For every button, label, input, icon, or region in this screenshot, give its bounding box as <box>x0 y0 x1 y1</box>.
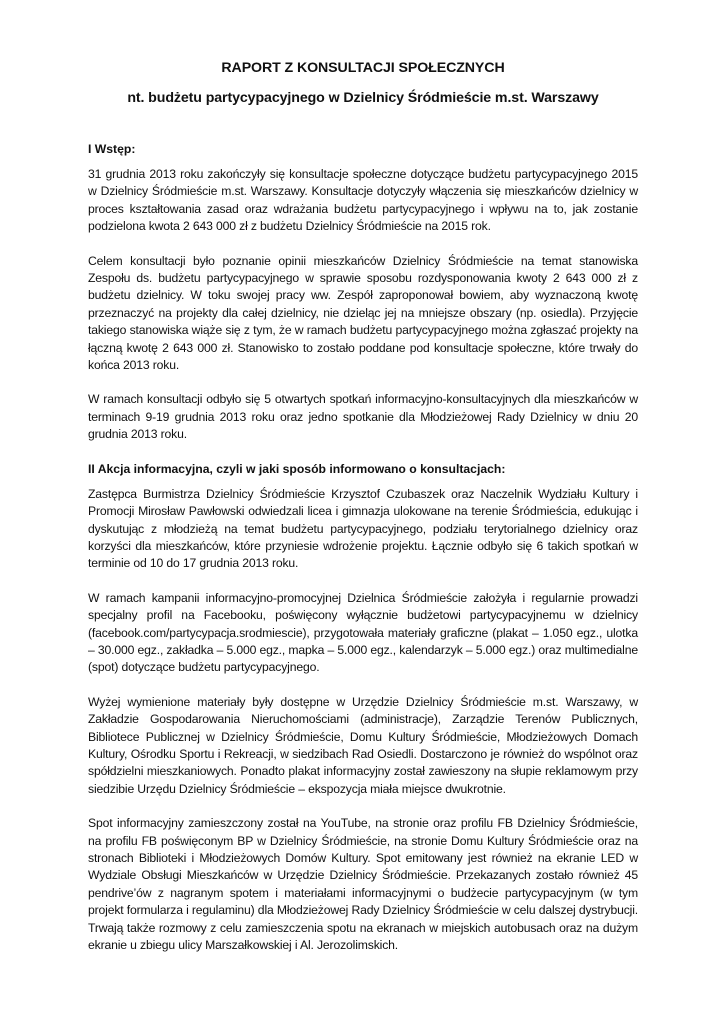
paragraph: W ramach konsultacji odbyło się 5 otwartych spotkań informacyjno-konsultacyjnych dla mieszkańców w terminach 9-19 grudnia 2013 roku oraz jedno spotkanie dla Młodzieżowej Rady Dzielnicy w dniu 20 grudnia 2013 roku. <box>88 392 638 442</box>
paragraph: 31 grudnia 2013 roku zakończyły się konsultacje społeczne dotyczące budżetu partycypacyjnego 2015 w Dzielnicy Śródmieście m.st. Warszawy. Konsultacje dotyczyły włączenia się mieszkańców dzielnicy w proces kształtowania zasad oraz wdrażania budżetu partycypacyjnego i wpływu na to, jak zostanie podzielona kwota 2 643 000 zł z budżetu Dzielnicy Śródmieście na 2015 rok. <box>88 167 638 234</box>
paragraph: Spot informacyjny zamieszczony został na YouTube, na stronie oraz profilu FB Dzielnicy Śródmieście, na profilu FB poświęconym BP w Dzielnicy Śródmieście, na stronie Domu Kultury Śródmieście oraz na stronach Biblioteki i Młodzieżowych Domów Kultury. Spot emitowany jest również na ekranie LED w Wydziale Obsługi Mieszkańców w Urzędzie Dzielnicy Śródmieście. Przekazanych zostało również 45 pendrive’ów z nagranym spotem i materiałami informacyjnymi o budżecie partycypacyjnym (w tym projekt formularza i regulaminu) dla Młodzieżowej Rady Dzielnicy Śródmieście w celu dalszej dystrybucji. Trwają także rozmowy z celu zamieszczenia spotu na ekranach w miejskich autobusach oraz na dużym ekranie u zbiegu ulicy Marszałkowskiej i Al. Jerozolimskich. <box>88 816 638 953</box>
section-heading-intro: I Wstęp: <box>88 142 136 156</box>
paragraph: W ramach kampanii informacyjno-promocyjnej Dzielnica Śródmieście założyła i regularnie prowadzi specjalny profil na Facebooku, poświęcony wyłącznie budżetowi partycypacyjnemu w dzielnicy (facebook.com/partycypacja.srodmiescie), przygotowała materiały graficzne (plakat – 1.050 egz., ulotka – 30.000 egz., zakładka – 5.000 egz., mapka – 5.000 egz., kalendarzyk – 5.000 egz.) oraz multimedialne (spot) dotyczące budżetu partycypacyjnego. <box>88 590 638 675</box>
document-subtitle: nt. budżetu partycypacyjnego w Dzielnicy Śródmieście m.st. Warszawy <box>127 90 599 106</box>
spacer <box>88 108 638 141</box>
paragraph: Wyżej wymienione materiały były dostępne w Urzędzie Dzielnicy Śródmieście m.st. Warszawy, w Zakładzie Gospodarowania Nieruchomościami (administracje), Zarządzie Terenów Publicznych, Bibliotece Publicznej w Dzielnicy Śródmieście, Domu Kultury Śródmieście, Młodzieżowych Domach Kultury, Ośrodku Sportu i Rekreacji, w siedzibach Rad Osiedli. Dostarczono je również do wspólnot oraz spółdzielni mieszkaniowych. Ponadto plakat informacyjny został zawieszony na słupie reklamowym przy siedzibie Urzędu Dzielnicy Śródmieście – ekspozycja miała miejsce dwukrotnie. <box>88 694 638 796</box>
paragraph: Zastępca Burmistrza Dzielnicy Śródmieście Krzysztof Czubaszek oraz Naczelnik Wydziału Kultury i Promocji Mirosław Pawłowski odwiedzali licea i gimnazja ulokowane na terenie Śródmieścia, edukując i dyskutując z młodzieżą na temat budżetu partycypacyjnego, podziału terytorialnego dzielnicy oraz korzyści dla mieszkańców, które przyniesie wdrożenie projektu. Łącznie odbyło się 6 takich spotkań w terminie od 10 do 17 grudnia 2013 roku. <box>88 486 638 571</box>
paragraph: Celem konsultacji było poznanie opinii mieszkańców Dzielnicy Śródmieście na temat stanowiska Zespołu ds. budżetu partycypacyjnego w sprawie sposobu rozdysponowania kwoty 2 643 000 zł z budżetu dzielnicy. W toku swojej pracy ww. Zespół zaproponował bowiem, aby wyznaczoną kwotę przeznaczyć na projekty dla całej dzielnicy, nie dzieląc jej na mniejsze obszary (np. osiedla). Przyjęcie takiego stanowiska wiąże się z tym, że w ramach budżetu partycypacyjnego można zgłaszać projekty na łączną kwotę 2 643 000 zł. Stanowisko to zostało poddane pod konsultacje społeczne, które trwały do końca 2013 roku. <box>88 253 638 373</box>
document-title: RAPORT Z KONSULTACJI SPOŁECZNYCH <box>221 60 505 76</box>
document-page <box>88 58 638 971</box>
section-heading-information-campaign: II Akcja informacyjna, czyli w jaki sposób informowano o konsultacjach: <box>88 461 506 476</box>
